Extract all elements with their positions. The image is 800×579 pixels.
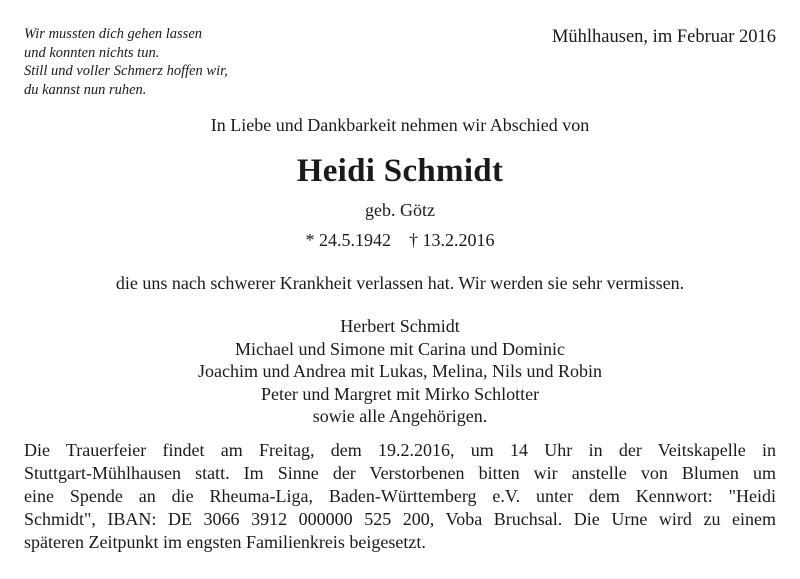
mourner-line: sowie alle Angehörigen.: [312, 406, 488, 426]
remark-text: die uns nach schwerer Krankheit verlassen hat. Wir werden sie sehr vermissen.: [115, 273, 685, 293]
life-dates: [0, 230, 800, 251]
funeral-notice: [24, 439, 776, 554]
mourner-line: Joachim und Andrea mit Lukas, Melina, Nils und Robin: [198, 361, 602, 381]
mourner-line: Michael und Simone mit Carina und Dominic: [235, 338, 565, 359]
notice-line: späteren Zeitpunkt im engsten Familienkreis beigesetzt.: [24, 532, 426, 552]
deceased-name: Heidi Schmidt: [296, 153, 504, 189]
notice-line: eine Spende an die Rheuma-Liga, Baden-Württemberg e.V. unter dem Kennwort: "Heidi: [24, 486, 776, 506]
poem-line: du kannst nun ruhen.: [24, 81, 147, 98]
mourners-list: [0, 315, 800, 428]
poem-line: Still und voller Schmerz hoffen wir,: [24, 63, 228, 79]
death-date: † 13.2.2016: [409, 230, 495, 250]
maiden-name: geb. Götz: [365, 200, 435, 220]
poem-line: und konnten nichts tun.: [24, 44, 160, 61]
mourner-line: Herbert Schmidt: [340, 316, 460, 336]
place-date: Mühlhausen, im Februar 2016: [551, 27, 776, 47]
notice-line: Die Trauerfeier findet am Freitag, dem 19.2.2016, um 14 Uhr in der Veitskapelle in: [24, 440, 776, 460]
intro-text: In Liebe und Dankbarkeit nehmen wir Abschied von: [210, 115, 590, 135]
birth-date: * 24.5.1942: [305, 230, 391, 250]
notice-line: Schmidt", IBAN: DE 3066 3912 000000 525 200, Voba Bruchsal. Die Urne wird zu einem: [24, 509, 776, 529]
notice-line: Stuttgart-Mühlhausen statt. Im Sinne der Verstorbenen bitten wir anstelle von Blumen um: [24, 463, 776, 483]
poem: [24, 25, 228, 99]
poem-line: Wir mussten dich gehen lassen: [24, 26, 203, 42]
mourner-line: Peter und Margret mit Mirko Schlotter: [260, 383, 540, 404]
